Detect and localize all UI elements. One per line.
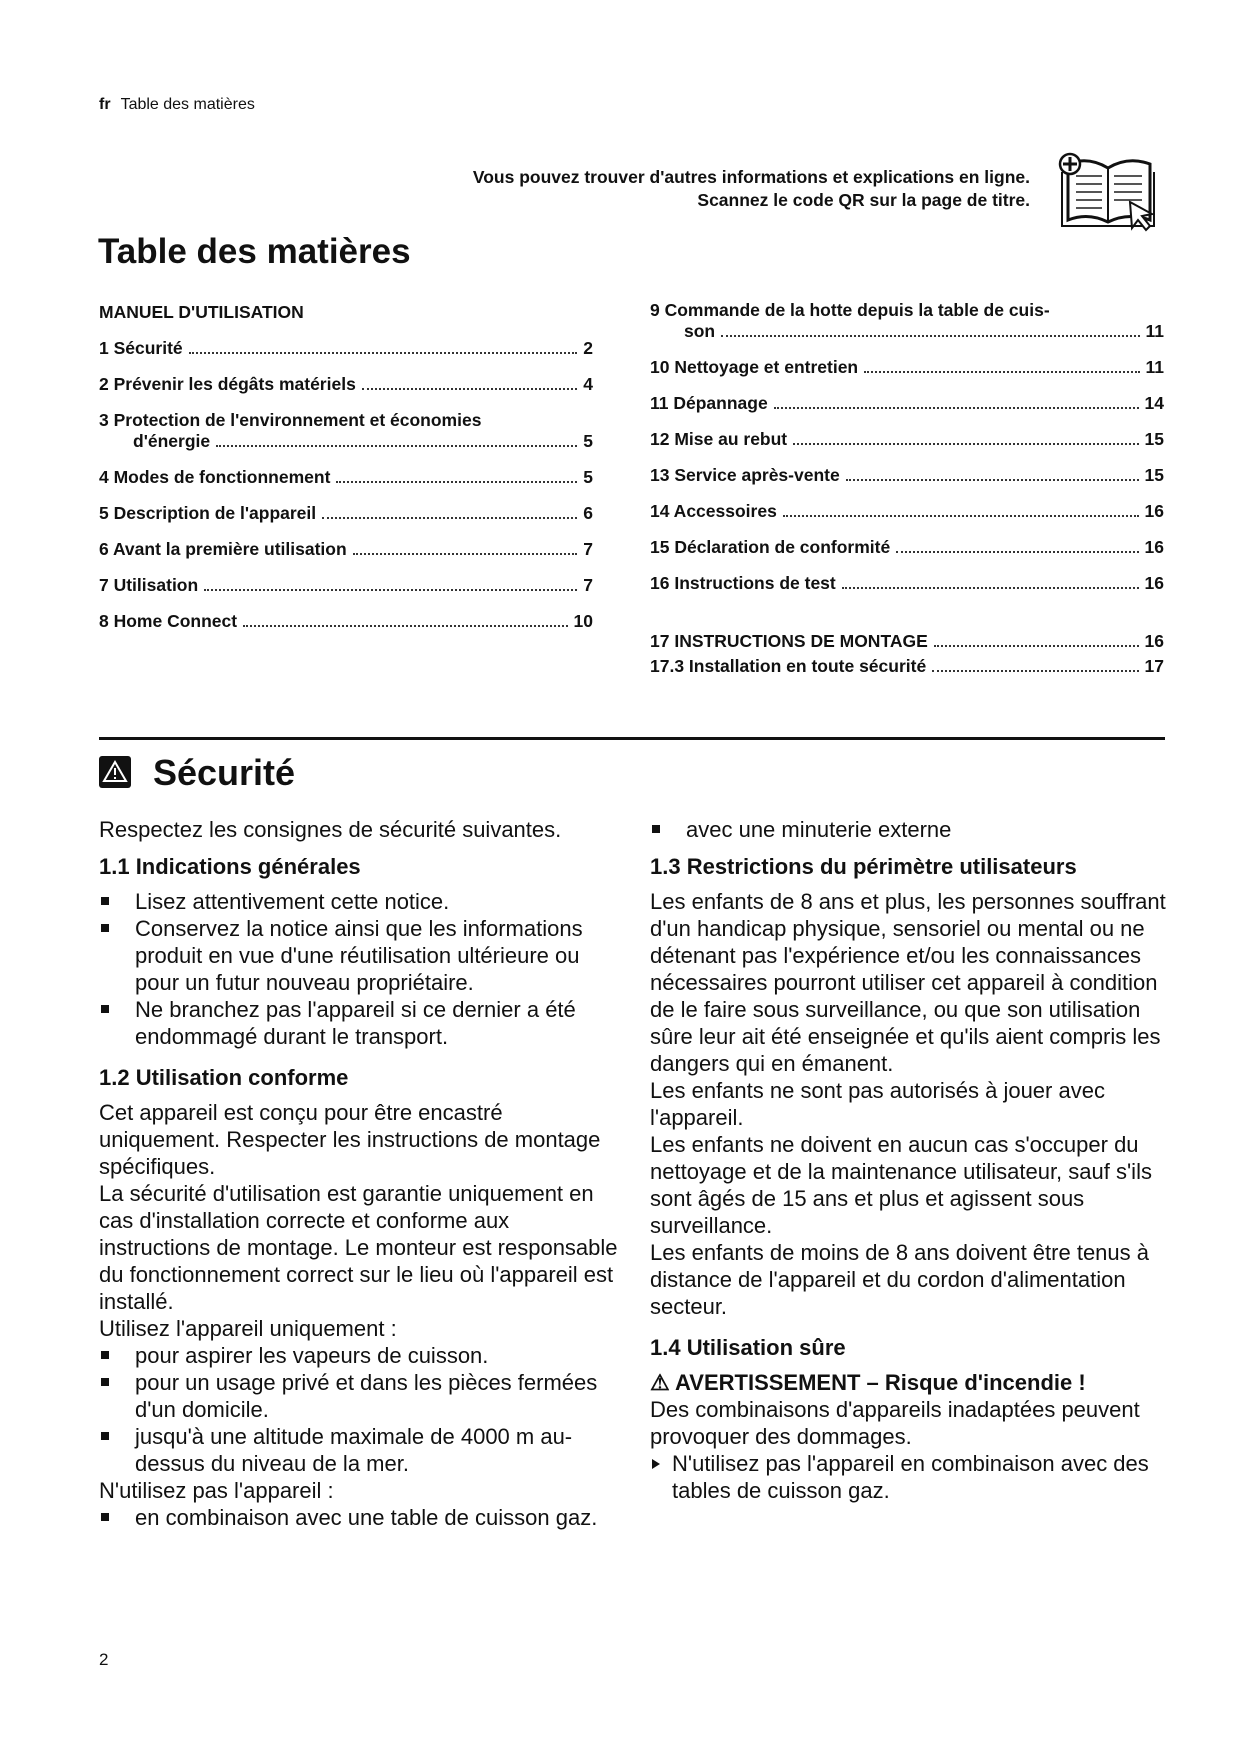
list-item: avec une minuterie externe [650,816,1170,843]
online-manual-book-icon [1058,152,1160,237]
list-item: jusqu'à une altitude maximale de 4000 m au-dessus du niveau de la mer. [99,1423,619,1477]
toc-entry[interactable]: 15 Déclaration de conformité 16 [650,537,1164,557]
paragraph: Les enfants de 8 ans et plus, les personnes souffrant d'un handicap physique, sensoriel ou mental ou ne détenant pas l'expérience et/ou les connaissances nécessaires pourront utiliser cet appareil à condition de le faire sous surveillance, ou que son utilisation sûre leur ait été enseignée et qu'ils aient compris les dangers qui en émanent. [650,889,1166,1076]
subsection-heading: 1.1 Indications générales [99,854,361,879]
warning-heading: ⚠ AVERTISSEMENT – Risque d'incendie ! [650,1370,1086,1395]
subsection-heading: 1.4 Utilisation sûre [650,1335,846,1360]
running-header [99,96,255,114]
toc-entry[interactable]: 7 Utilisation 7 [99,575,593,595]
intro-text: Respectez les consignes de sécurité suivantes. [99,817,562,842]
toc-entry[interactable]: 9 Commande de la hotte depuis la table de cuis- son 11 [650,300,1164,341]
right-column [650,816,1170,1504]
toc-entry[interactable]: 4 Modes de fonctionnement 5 [99,467,593,487]
toc-entry[interactable]: 2 Prévenir les dégâts matériels 4 [99,374,593,394]
paragraph: Des combinaisons d'appareils inadaptées peuvent provoquer des dommages. [650,1397,1140,1449]
toc-entry[interactable]: 11 Dépannage 14 [650,393,1164,413]
toc-entry[interactable]: 13 Service après-vente 15 [650,465,1164,485]
paragraph: Cet appareil est conçu pour être encastré uniquement. Respecter les instructions de montage spécifiques. [99,1100,601,1179]
toc-entry[interactable]: 3 Protection de l'environnement et économies d'énergie 5 [99,410,593,451]
toc-entry[interactable]: 1 Sécurité 2 [99,338,593,358]
list-item: pour un usage privé et dans les pièces fermées d'un domicile. [99,1369,619,1423]
warning-triangle-icon: ⚠ [650,1370,676,1395]
toc-heading: MANUEL D'UTILISATION [99,302,304,322]
paragraph: La sécurité d'utilisation est garantie uniquement en cas d'installation correcte et conforme aux instructions de montage. Le monteur est responsable du fonctionnement correct sur le lieu où l'appareil est installé. [99,1181,618,1314]
page-title: Table des matières [98,232,411,271]
paragraph: Les enfants de moins de 8 ans doivent être tenus à distance de l'appareil et du cordon d'alimentation secteur. [650,1240,1149,1319]
toc-right [650,300,1164,692]
toc-entry[interactable]: 5 Description de l'appareil 6 [99,503,593,523]
toc-entry[interactable]: 17 INSTRUCTIONS DE MONTAGE 16 [650,631,1164,651]
paragraph: Les enfants ne sont pas autorisés à jouer avec l'appareil. [650,1078,1105,1130]
section-divider [99,737,1165,740]
left-column [99,816,619,1531]
toc-left [99,302,593,647]
subsection-heading: 1.3 Restrictions du périmètre utilisateurs [650,854,1077,879]
paragraph: N'utilisez pas l'appareil : [99,1478,334,1503]
toc-entry[interactable]: 14 Accessoires 16 [650,501,1164,521]
toc-entry[interactable]: 10 Nettoyage et entretien 11 [650,357,1164,377]
page-number: 2 [99,1650,109,1669]
paragraph: Utilisez l'appareil uniquement : [99,1316,397,1341]
subsection-heading: 1.2 Utilisation conforme [99,1065,349,1090]
toc-entry[interactable]: 16 Instructions de test 16 [650,573,1164,593]
toc-entry[interactable]: 8 Home Connect 10 [99,611,593,631]
paragraph: Les enfants ne doivent en aucun cas s'occuper du nettoyage et de la maintenance utilisateur, sauf s'ils sont âgés de 15 ans et plus et agissent sous surveillance. [650,1132,1152,1238]
section-title: Sécurité [153,752,296,793]
toc-entry[interactable]: 12 Mise au rebut 15 [650,429,1164,449]
list-item: Ne branchez pas l'appareil si ce dernier a été endommagé durant le transport. [99,996,619,1050]
warning-icon [99,756,131,788]
toc-entry[interactable]: 6 Avant la première utilisation 7 [99,539,593,559]
list-item: Lisez attentivement cette notice. [99,888,619,915]
online-info-text: Vous pouvez trouver d'autres informations et explications en ligne. Scannez le code QR sur la page de titre. [472,167,1030,210]
toc-entry[interactable]: 17.3 Installation en toute sécurité 17 [650,656,1164,676]
list-item: en combinaison avec une table de cuisson gaz. [99,1504,619,1531]
action-step: N'utilisez pas l'appareil en combinaison avec des tables de cuisson gaz. [650,1450,1170,1504]
header-section: Table des matières [120,96,255,113]
language-code: fr [99,96,111,113]
list-item: Conservez la notice ainsi que les informations produit en vue d'une réutilisation ultérieure ou pour un futur nouveau propriétaire. [99,915,619,996]
list-item: pour aspirer les vapeurs de cuisson. [99,1342,619,1369]
